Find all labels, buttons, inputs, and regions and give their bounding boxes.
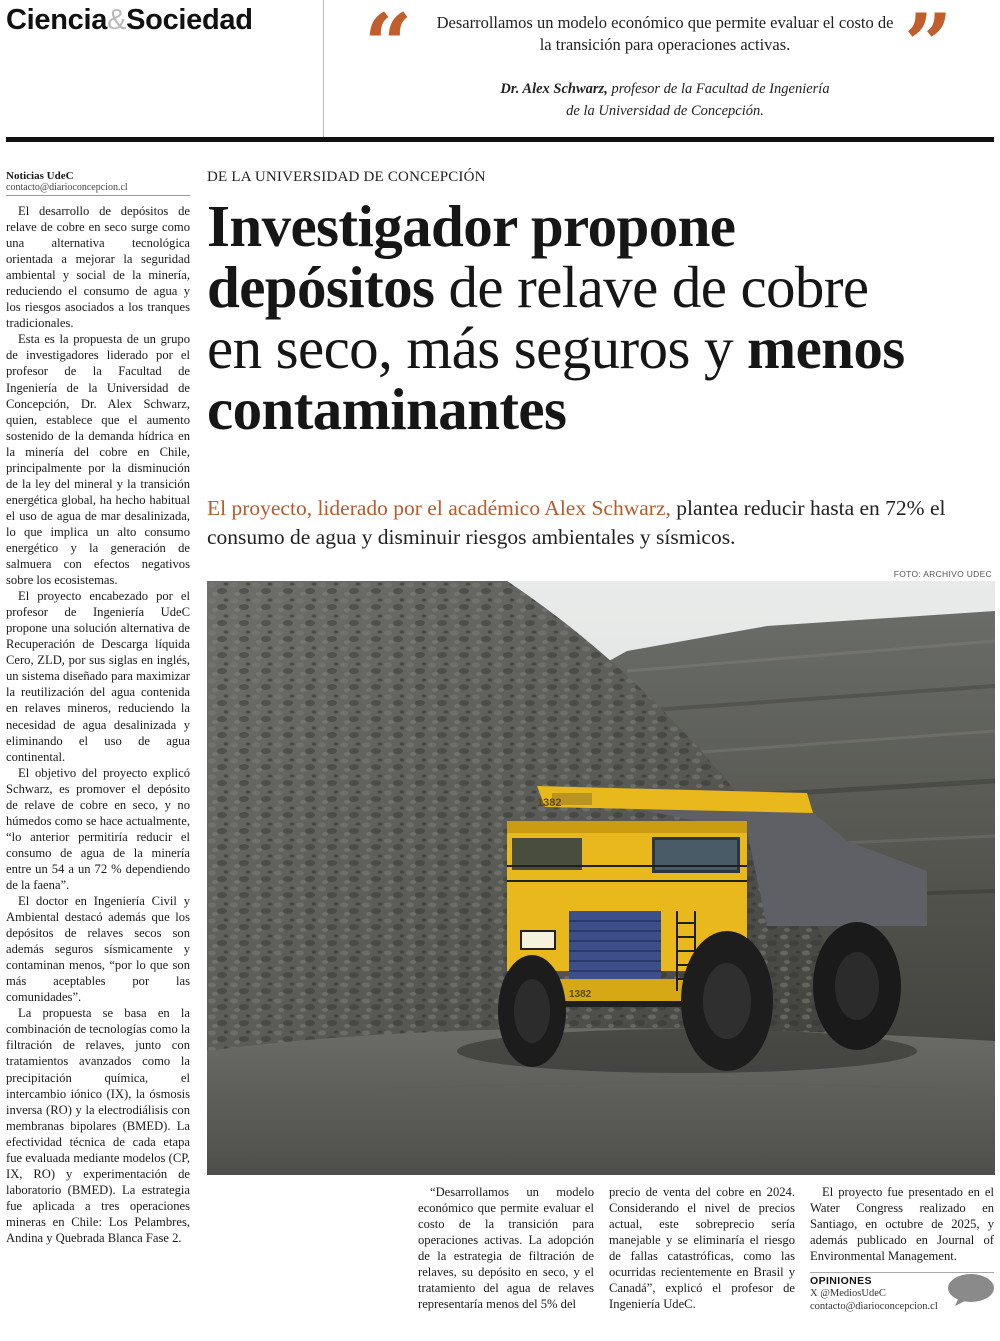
byline-email[interactable]: contacto@diarioconcepcion.cl [6, 182, 128, 193]
opiniones-email[interactable]: contacto@diarioconcepcion.cl [810, 1301, 938, 1312]
deck-rest: plantea reducir hasta en 72% el consumo de agua y disminuir riesgos ambientales y sísmicos. [207, 496, 946, 549]
truck-number-top: 1382 [537, 797, 562, 809]
headline-line-4: contaminantes [207, 376, 567, 442]
quote-role-2: de la Universidad de Concepción. [566, 103, 764, 119]
open-quote-icon: “ [364, 0, 413, 94]
top-rule [6, 137, 994, 142]
deck-lead: El proyecto, liderado por el académico Alex Schwarz, [207, 496, 671, 520]
quote-author: Dr. Alex Schwarz, [500, 81, 608, 97]
truck-number-bumper: 1382 [569, 989, 592, 1000]
quote-role-1: profesor de la Facultad de Ingeniería [611, 81, 830, 97]
article-paragraph: El doctor en Ingeniería Civil y Ambiental destacó además que los depósitos de relaves secos son además seguros sísmicamente y contaminan menos, “por lo que son más aceptables por las comunidades”. [6, 894, 190, 1005]
article-paragraph: El desarrollo de depósitos de relave de cobre en seco surge como una alternativa tecnológica orientada a mejorar la seguridad ambiental y social de la minería, reduciendo el consumo de agua y los riesgos asociados a los tranques tradicionales. [6, 204, 190, 331]
article-paragraph: Esta es la propuesta de un grupo de investigadores liderado por el profesor de la Facultad de Ingeniería de la Universidad de Concepción, Dr. Alex Schwarz, quien, establece que el aumento sostenido de la demanda hídrica en la minería del cobre en Chile, principalmente por la disminución de la ley del mineral y la transición energética global, ha hecho habitual el uso de agua de mar desalinizada, lo que implica un alto consumo energético y la generación de salmuera con efectos negativos sobre los ecosistemas. [6, 332, 190, 588]
photo-credit: FOTO: ARCHIVO UDEC [893, 569, 992, 579]
article-headline [207, 193, 997, 442]
speech-bubble-icon [947, 1273, 995, 1307]
article-paragraph: La propuesta se basa en la combinación de tecnologías como la filtración de relaves, junto con tratamientos avanzados como la precipitación química, el intercambio iónico (IX), la ósmosis inversa (RO) y la electrodiálisis con membranas bipolares (BMED). La efectividad técnica de cada etapa fue evaluada mediante modelos (CP, IX, RO) y experimentación de laboratorio (BMED). La estrategia fue aplicada a tres operaciones mineras en Chile: Los Pelambres, Andina y Quebrada Blanca Fase 2. [6, 1006, 190, 1245]
byline [6, 170, 190, 196]
header-divider [323, 0, 324, 137]
headline-line-3: en seco, más seguros y [207, 315, 748, 381]
section-name-a: Ciencia [6, 4, 108, 36]
article-paragraph: El proyecto encabezado por el profesor de Ingeniería UdeC propone una solución alternativa de Recuperación de Descarga líquida Cero, ZLD, por sus siglas en inglés, un sistema diseñado para maximizar la reutilización del agua contenida en relaves mineros, reduciendo la necesidad de agua desalinizada y eliminando el uso de agua continental. [6, 589, 190, 764]
headline-line-1: Investigador propone [207, 193, 736, 259]
article-deck [207, 494, 977, 552]
opiniones-title: OPINIONES [810, 1275, 872, 1287]
article-column-3 [609, 1184, 795, 1312]
article-paragraph: “Desarrollamos un modelo económico que permite evaluar el costo de la transición para operaciones activas. La adopción de la estrategia de filtración de relaves, su depósito en seco, y el tratamiento del agua de relaves representaría menos del 5% del [418, 1185, 594, 1312]
headline-bold-2: depósitos [207, 254, 435, 320]
article-kicker: DE LA UNIVERSIDAD DE CONCEPCIÓN [207, 169, 486, 185]
headline-bold-3: menos [747, 315, 905, 381]
mining-truck-photo [207, 581, 995, 1175]
article-paragraph: precio de venta del cobre en 2024. Considerando el nivel de precios actual, este sobreprecio sería manejable y se eliminaría el riesgo de fallas catastróficas, como las ocurridas recientemente en Brasil y Canadá”, explicó el profesor de Ingeniería UdeC. [609, 1185, 795, 1312]
section-name-ampersand: & [107, 4, 127, 36]
section-name-b: Sociedad [126, 4, 253, 36]
article-paragraph: El proyecto fue presentado en el Water Congress realizado en Santiago, en octubre de 2025, y además publicado en Journal of Environmental Management. [810, 1185, 994, 1264]
mining-truck-illustration [207, 581, 995, 1175]
article-left-column [6, 203, 190, 1246]
close-quote-icon: ” [904, 0, 953, 94]
opiniones-social[interactable]: X @MediosUdeC [810, 1288, 886, 1299]
byline-name: Noticias UdeC [6, 170, 74, 182]
header-quote-attribution [430, 78, 900, 122]
article-paragraph: El objetivo del proyecto explicó Schwarz, es promover el depósito de relave de cobre en seco, y no húmedos como se hace actualmente, “lo anterior permitiría reducir el consumo de agua de la minería entre un 54 a un 72 % dependiendo de la faena”. [6, 765, 190, 892]
header-pull-quote: Desarrollamos un modelo económico que permite evaluar el costo de la transición para operaciones activas. [436, 13, 894, 54]
section-title [6, 4, 253, 37]
article-column-2 [418, 1184, 594, 1312]
article-column-4 [810, 1184, 994, 1264]
headline-line-2: de relave de cobre [434, 254, 869, 320]
